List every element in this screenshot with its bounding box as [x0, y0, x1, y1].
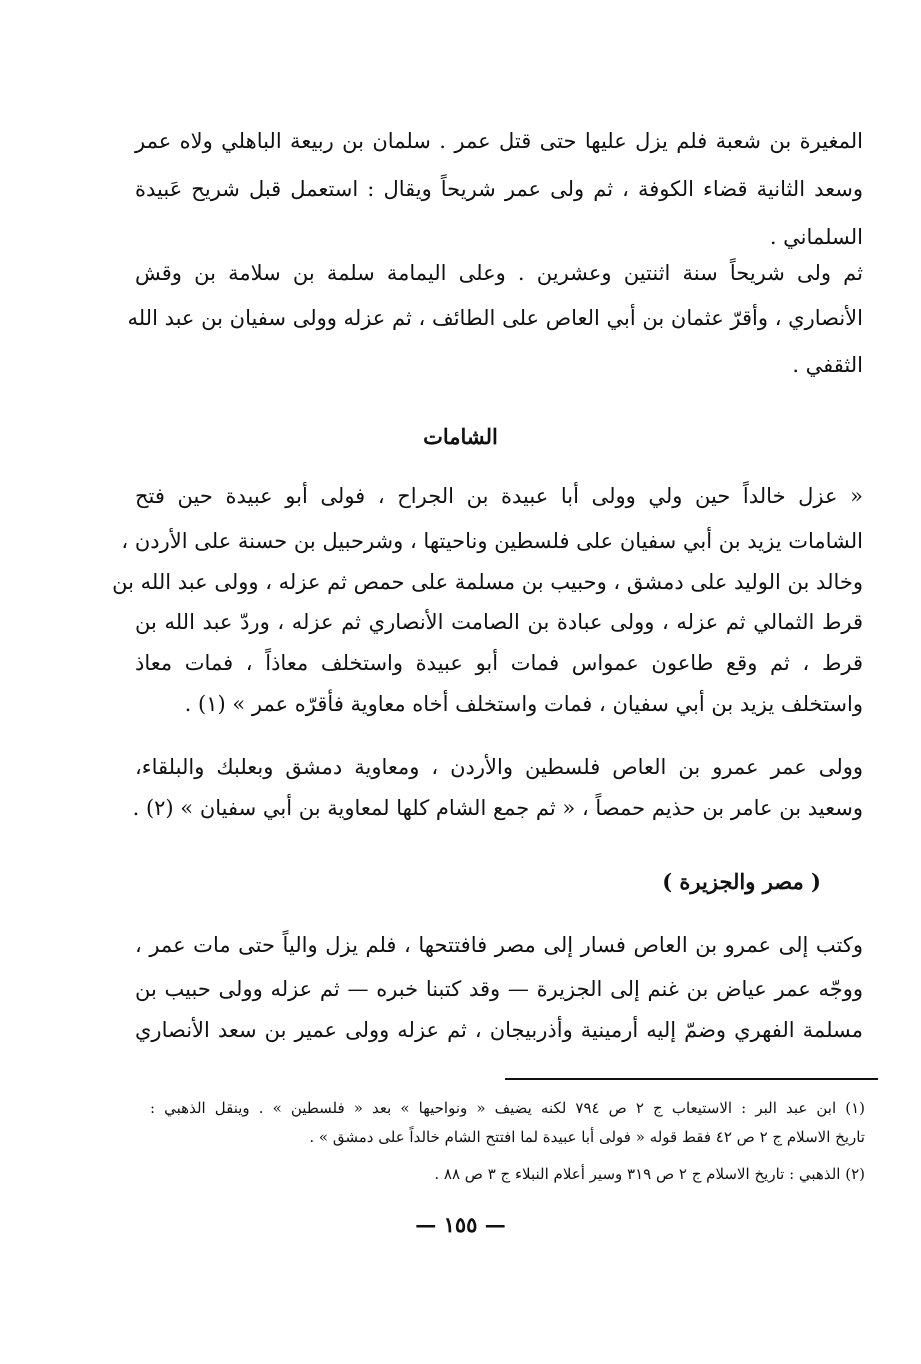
body-line: وسعيد بن عامر بن حذيم حمصاً ، « ثم جمع الشام كلها لمعاوية بن أبي سفيان » (٢) . [132, 796, 863, 820]
body-line: الأنصاري ، وأقرّ عثمان بن أبي العاص على الطائف ، ثم عزله وولى سفيان بن عبد الله [127, 306, 863, 330]
body-line: الثقفي . [792, 353, 863, 377]
section-heading: ( مصر والجزيرة ) [662, 869, 821, 894]
body-line: وخالد بن الوليد على دمشق ، وحبيب بن مسلمة على حمص ثم عزله ، وولى عبد الله بن [112, 570, 863, 594]
footnote-line: (١) ابن عبد البر : الاستيعاب ج ٢ ص ٧٩٤ لكنه يضيف « ونواحيها » بعد « فلسطين » . وينقل الذهبي : [150, 1099, 866, 1117]
body-line: المغيرة بن شعبة فلم يزل عليها حتى قتل عمر . سلمان بن ربيعة الباهلي ولاه عمر [135, 129, 863, 153]
section-heading: الشامات [423, 424, 498, 449]
body-line: الشامات يزيد بن أبي سفيان على فلسطين وناحيتها ، وشرحبيل بن حسنة على الأردن ، [121, 529, 863, 553]
body-line: قرط الثمالي ثم عزله ، وولى عبادة بن الصامت الأنصاري ثم عزله ، وردّ عبد الله بن [135, 610, 863, 634]
footnote-line: تاريخ الاسلام ج ٢ ص ٤٢ فقط قوله « فولى أبا عبيدة لما افتتح الشام خالداً على دمشق » . [309, 1128, 865, 1146]
body-line: ثم ولى شريحاً سنة اثنتين وعشرين . وعلى اليمامة سلمة بن سلامة بن وقش [135, 261, 863, 285]
body-line: السلماني . [769, 225, 863, 249]
footnote-line: (٢) الذهبي : تاريخ الاسلام ج ٢ ص ٣١٩ وسير أعلام النبلاء ج ٣ ص ٨٨ . [434, 1165, 865, 1183]
body-line: وكتب إلى عمرو بن العاص فسار إلى مصر فافتتحها ، فلم يزل والياً حتى مات عمر ، [135, 933, 863, 957]
body-line: « عزل خالداً حين ولي وولى أبا عبيدة بن الجراح ، فولى أبو عبيدة حين فتح [135, 484, 863, 508]
footnote-divider [505, 1078, 878, 1080]
body-line: مسلمة الفهري وضمّ إليه أرمينية وأذربيجان ، ثم عزله وولى عمير بن سعد الأنصاري [135, 1018, 863, 1042]
body-line: وولى عمر عمرو بن العاص فلسطين والأردن ، ومعاوية دمشق وبعلبك والبلقاء، [135, 755, 863, 779]
body-line: ووجّه عمر عياض بن غنم إلى الجزيرة — وقد كتبنا خبره — ثم عزله وولى حبيب بن [135, 977, 863, 1001]
body-line: وسعد الثانية قضاء الكوفة ، ثم ولى عمر شريحاً ويقال : استعمل قبل شريح عَبيدة [135, 177, 863, 201]
body-line: واستخلف يزيد بن أبي سفيان ، فمات واستخلف أخاه معاوية فأقرّه عمر » (١) . [184, 692, 863, 716]
body-line: قرط ، ثم وقع طاعون عمواس فمات أبو عبيدة واستخلف معاذاً ، فمات معاذ [135, 651, 863, 675]
page-number: — ١٥٥ — [415, 1212, 506, 1237]
